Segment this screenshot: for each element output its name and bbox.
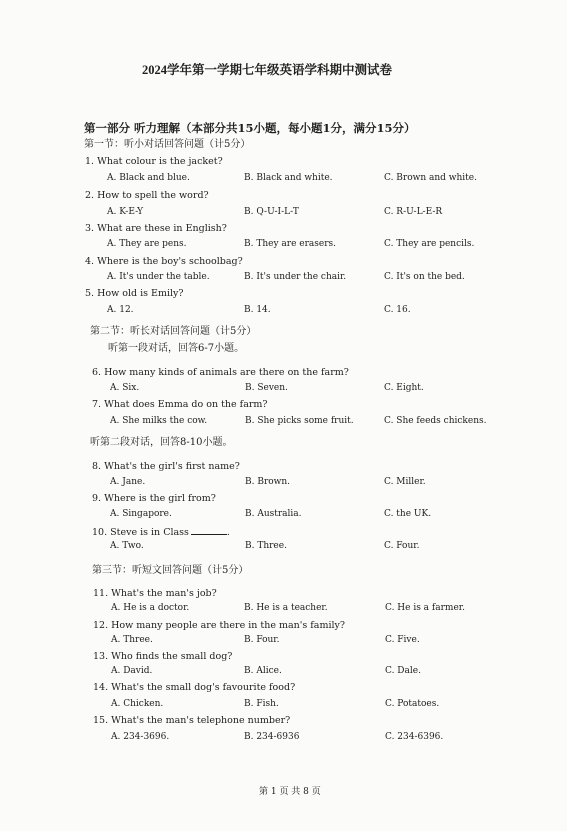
option-b: B. Australia.: [245, 509, 302, 519]
question-stem: 2. How to spell the word?: [85, 190, 209, 201]
option-a: A. 12.: [107, 305, 134, 315]
question-stem: [92, 526, 230, 538]
dialogue-intro: 听第二段对话，回答8-10小题。: [90, 437, 233, 448]
option-b: B. 234-6936: [244, 732, 300, 742]
option-b: B. Fish.: [244, 699, 279, 709]
option-b: B. Brown.: [245, 477, 291, 487]
option-b: B. Q-U-I-L-T: [244, 207, 299, 217]
option-b: B. Black and white.: [244, 173, 333, 183]
option-b: B. Three.: [245, 541, 287, 551]
question-stem: 15. What's the man's telephone number?: [93, 715, 291, 726]
option-a: A. He is a doctor.: [111, 603, 190, 613]
option-c: C. Potatoes.: [385, 699, 440, 709]
question-stem: 11. What's the man's job?: [93, 588, 217, 599]
page-title: 2024学年第一学期七年级英语学科期中测试卷: [142, 63, 393, 77]
option-b: B. She picks some fruit.: [245, 416, 354, 426]
option-c: C. They are pencils.: [384, 239, 475, 249]
option-a: A. They are pens.: [107, 239, 187, 249]
option-c: C. Five.: [385, 635, 420, 645]
question-stem: 3. What are these in English?: [85, 223, 227, 234]
question-stem: 6. How many kinds of animals are there on the farm?: [92, 367, 349, 378]
option-c: C. R-U-L-E-R: [384, 207, 443, 217]
option-b: B. It's under the chair.: [244, 272, 347, 282]
dialogue-intro: 听第一段对话，回答6-7小题。: [108, 343, 245, 354]
option-b: B. 14.: [244, 305, 271, 315]
option-c: C. She feeds chickens.: [384, 416, 487, 426]
answer-blank: [191, 526, 227, 535]
option-a: A. Singapore.: [110, 509, 172, 519]
option-a: A. She milks the cow.: [110, 416, 208, 426]
option-b: B. Alice.: [244, 666, 282, 676]
question-stem: 13. Who finds the small dog?: [93, 651, 233, 662]
question-stem: 9. Where is the girl from?: [92, 493, 216, 504]
question-stem-end: .: [226, 527, 230, 538]
option-c: C. It's on the bed.: [384, 272, 465, 282]
option-b: B. He is a teacher.: [244, 603, 328, 613]
option-c: C. He is a farmer.: [385, 603, 465, 613]
option-b: B. Four.: [244, 635, 280, 645]
section-heading: 第二节：听长对话回答问题（计5分）: [90, 326, 257, 337]
page-number: 第 1 页 共 8 页: [259, 787, 321, 797]
option-a: A. Black and blue.: [107, 173, 190, 183]
question-stem-text: 10. Steve is in Class: [92, 527, 189, 538]
option-a: A. Three.: [111, 635, 153, 645]
option-c: C. Four.: [384, 541, 420, 551]
section-heading: 第一节：听小对话回答问题（计5分）: [84, 139, 251, 150]
option-a: A. Six.: [110, 383, 140, 393]
option-c: C. the UK.: [384, 509, 432, 519]
option-a: A. It's under the table.: [107, 272, 210, 282]
option-c: C. 16.: [384, 305, 411, 315]
question-stem: 5. How old is Emily?: [85, 288, 184, 299]
question-stem: 1. What colour is the jacket?: [85, 156, 223, 167]
question-stem: 4. Where is the boy's schoolbag?: [85, 256, 243, 267]
option-c: C. Brown and white.: [384, 173, 477, 183]
option-a: A. Chicken.: [111, 699, 164, 709]
option-a: A. David.: [111, 666, 153, 676]
part-heading: 第一部分 听力理解（本部分共15小题，每小题1分，满分15分）: [84, 121, 416, 135]
option-b: B. They are erasers.: [244, 239, 336, 249]
option-a: A. Jane.: [110, 477, 146, 487]
option-c: C. 234-6396.: [385, 732, 444, 742]
question-stem: 14. What's the small dog's favourite food?: [93, 682, 296, 693]
option-c: C. Eight.: [384, 383, 424, 393]
option-c: C. Dale.: [385, 666, 421, 676]
question-stem: 7. What does Emma do on the farm?: [92, 399, 268, 410]
option-c: C. Miller.: [384, 477, 426, 487]
option-a: A. 234-3696.: [111, 732, 170, 742]
question-stem: 8. What's the girl's first name?: [92, 461, 240, 472]
question-stem: 12. How many people are there in the man's family?: [93, 620, 346, 631]
option-a: A. Two.: [110, 541, 144, 551]
option-b: B. Seven.: [245, 383, 288, 393]
section-heading: 第三节：听短文回答问题（计5分）: [92, 565, 249, 576]
option-a: A. K-E-Y: [107, 207, 144, 217]
